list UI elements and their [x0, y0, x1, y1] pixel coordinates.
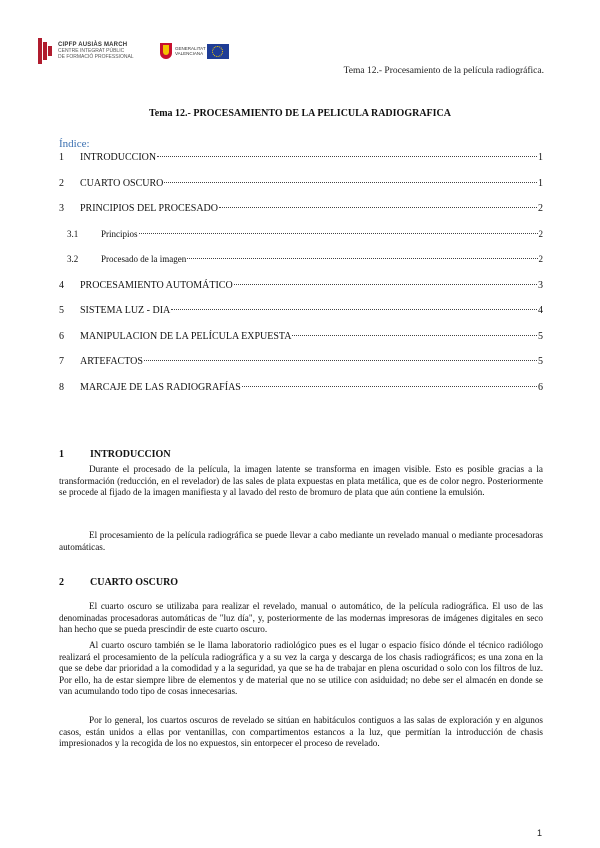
body-paragraph: Durante el procesado de la película, la imagen latente se transforma en imagen visible. Esto es posible gracias a la transformación (reducción, en el revelador) de las sales de plata expuestas en plata metálica, que es de color negro. Posteriormente se procede al fijado de la imagen manifiesta y al lavado del resto de bromuro de plata que aún contiene la emulsión. [59, 464, 543, 498]
toc-entry[interactable]: 7 ARTEFACTOS 5 [59, 356, 543, 367]
generalitat-logo: GENERALITAT VALENCIANA [160, 43, 201, 59]
body-paragraph: Al cuarto oscuro también se le llama laboratorio radiológico pues es el lugar o espacio físico dónde el técnico radiólogo realizará el procesamiento de la película radiográfica y a su vez la carga y descarga de los chasis radiográficos; es una zona en la que se debe dar prioridad a la comodidad y a la seguridad, ya que se ha de trabajar en plena oscuridad o solo con los filtros de luz. Por ello, ha de estar siempre libre de elementos y de material que no se utilice con asiduidad; no debe ser el almacén en donde se van acumulando todo tipo de cosas innecesarias. [59, 640, 543, 697]
toc-entry[interactable]: 8 MARCAJE DE LAS RADIOGRAFÍAS 6 [59, 381, 543, 393]
body-paragraph: El cuarto oscuro se utilizaba para realizar el revelado, manual o automático, de la película radiográfica. El uso de las denominadas procesadoras automáticas de "luz día", y, posteriormente de las modernas impresoras de imágenes digitales en seco han hecho que se pueda prescindir de este cuarto oscuro. [59, 601, 543, 635]
section-heading: 1 INTRODUCCION [59, 449, 171, 460]
toc-subentry[interactable]: 3.1 Principios 2 [67, 228, 543, 239]
generalitat-shield-icon [160, 43, 172, 59]
running-header: Tema 12.- Procesamiento de la película radiográfica. [343, 66, 544, 76]
eu-flag-icon [207, 44, 229, 59]
toc-entry[interactable]: 4 PROCESAMIENTO AUTOMÁTICO 3 [59, 279, 543, 291]
toc-entry[interactable]: 1 INTRODUCCION 1 [59, 152, 543, 163]
toc-entry[interactable]: 5 SISTEMA LUZ - DIA 4 [59, 305, 543, 316]
page-number: 1 [536, 828, 542, 838]
body-paragraph: Por lo general, los cuartos oscuros de revelado se sitúan en habitáculos contiguos a las salas de exploración y en algunos casos, están unidos a ellas por ventanillas, con compartimentos estancos a la luz, que permitían la introducción de chasis impresionados y la recogida de los no expuestos, sin entorpecer el proceso de revelado. [59, 715, 543, 749]
document-title: Tema 12.- PROCESAMIENTO DE LA PELICULA RADIOGRAFICA [149, 108, 451, 119]
cipfp-logo-text: CIPFP AUSIÀS MARCH CENTRE INTEGRAT PÚBLIC DE FORMACIÓ PROFESSIONAL [58, 42, 134, 60]
cipfp-logo-icon [38, 38, 52, 64]
toc-entry[interactable]: 2 CUARTO OSCURO 1 [59, 177, 543, 189]
body-paragraph: El procesamiento de la película radiográfica se puede llevar a cabo mediante un revelado manual o mediante procesadoras automáticas. [59, 530, 543, 552]
toc-heading: Índice: [59, 138, 90, 150]
header-logos [38, 38, 229, 64]
toc-subentry[interactable]: 3.2 Procesado de la imagen 2 [67, 254, 543, 264]
section-heading: 2 CUARTO OSCURO [59, 577, 179, 588]
table-of-contents [59, 152, 543, 407]
toc-entry[interactable]: 3 PRINCIPIOS DEL PROCESADO 2 [59, 203, 543, 214]
toc-entry[interactable]: 6 MANIPULACION DE LA PELÍCULA EXPUESTA 5 [59, 330, 543, 342]
